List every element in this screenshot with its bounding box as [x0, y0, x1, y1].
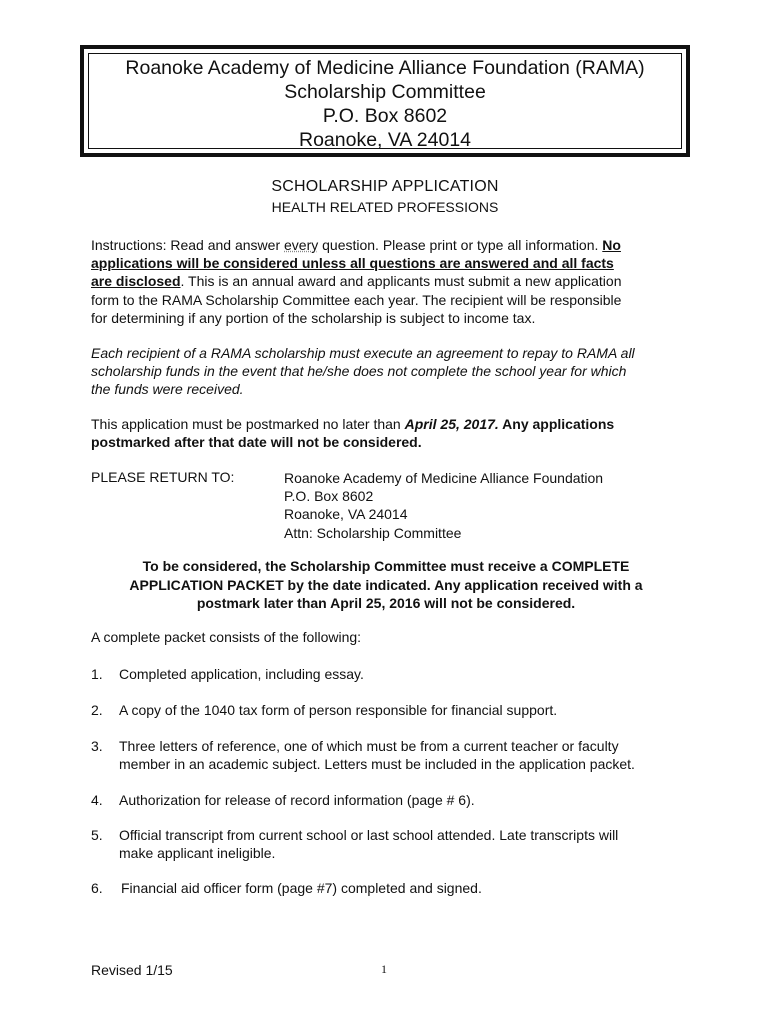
instructions-bold-line: applications will be considered unless all questions are answered and all facts [91, 255, 614, 272]
repay-note: Each recipient of a RAMA scholarship must execute an agreement to repay to RAMA all scholarship funds in the event that he/she does not complete the school year for which the funds were received. [91, 345, 635, 398]
list-item: 3. Three letters of reference, one of which must be from a current teacher or faculty member in an academic subject. Letters must be included in the application packet. [91, 738, 635, 773]
committee-name: Scholarship Committee [284, 81, 486, 103]
list-item: 4. Authorization for release of record information (page # 6). [91, 792, 475, 808]
revision-label: Revised 1/15 [91, 962, 173, 978]
page-title: SCHOLARSHIP APPLICATION [271, 178, 499, 195]
page-number: 1 [381, 962, 387, 976]
return-to-label: PLEASE RETURN TO: [91, 469, 235, 485]
page-subtitle: HEALTH RELATED PROFESSIONS [271, 199, 499, 215]
are-disclosed: are disclosed [91, 273, 181, 290]
list-item: 1. Completed application, including essay. [91, 666, 364, 682]
return-address: Roanoke Academy of Medicine Alliance Foundation P.O. Box 8602 Roanoke, VA 24014 Attn: Scholarship Committee [284, 470, 604, 541]
po-box: P.O. Box 8602 [322, 105, 448, 127]
packet-intro: A complete packet consists of the following: [91, 629, 362, 645]
no-word: No [602, 237, 621, 253]
instructions-paragraph: Instructions: Read and answer every question. Please print or type all information. No applications will be considered unless all questions are answered and all facts are disclosed. This is an annual award and applicants must submit a new application form to the RAMA Scholarship Committee each year. The recipient will be responsible for determining if any portion of the scholarship is subject to income tax. [91, 236, 691, 327]
deadline-date: April 25, 2017. [404, 416, 499, 432]
list-item: 6. Financial aid officer form (page #7) completed and signed. [91, 880, 482, 896]
city-state-zip: Roanoke, VA 24014 [298, 129, 472, 151]
letterhead-box [80, 45, 690, 157]
deadline-paragraph: This application must be postmarked no later than April 25, 2017. Any applications postmarked after that date will not be considered. [91, 416, 615, 451]
every-word: every [284, 237, 319, 253]
packet-notice: To be considered, the Scholarship Committee must receive a COMPLETE APPLICATION PACKET by the date indicated. Any application received with a postmark later than April 25, 2016 will not be considered. [129, 558, 643, 612]
list-item: 5. Official transcript from current school or last school attended. Late transcripts will make applicant ineligible. [91, 827, 619, 862]
org-name: Roanoke Academy of Medicine Alliance Foundation (RAMA) [125, 57, 645, 79]
list-item: 2. A copy of the 1040 tax form of person responsible for financial support. [91, 702, 558, 718]
